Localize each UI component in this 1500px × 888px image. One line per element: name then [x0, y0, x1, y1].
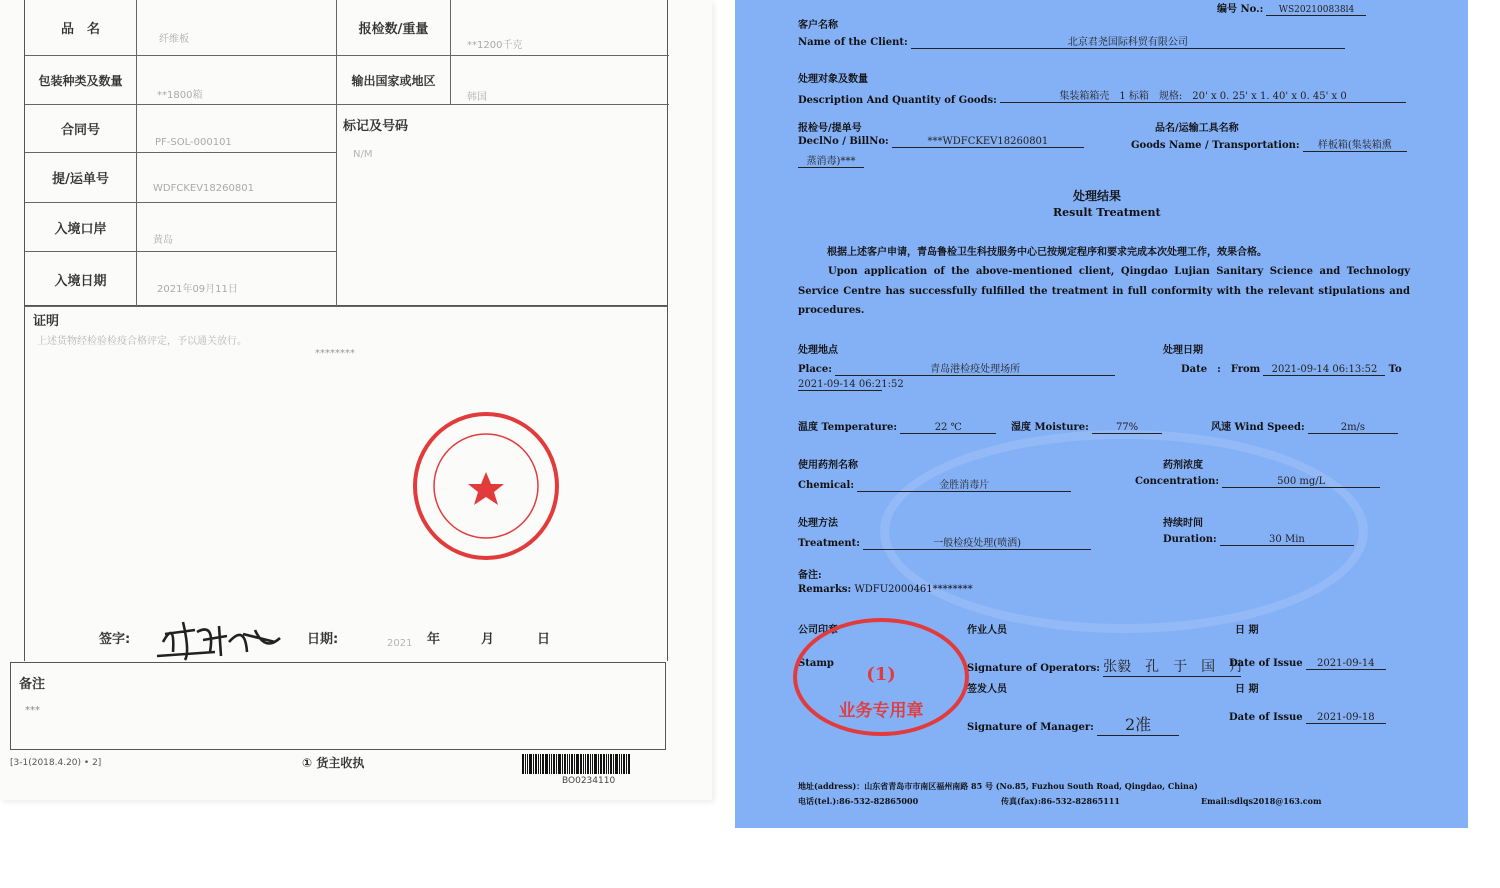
date-to-label: To — [1388, 364, 1402, 375]
date-from-label: Date : From — [1181, 364, 1261, 375]
goods-cn-label: 品名/运输工具名称 — [1155, 123, 1239, 134]
operators-en-label: Signature of Operators: — [967, 663, 1100, 674]
date-from-value: 2021-09-14 06:13:52 — [1263, 364, 1385, 376]
bill-label: 提/运单号 — [25, 153, 137, 203]
year-label: 年 — [427, 632, 441, 647]
contract-label: 合同号 — [25, 105, 137, 153]
temperature-label: 温度 Temperature: — [798, 422, 898, 433]
duration-cn-label: 持续时间 — [1163, 518, 1203, 529]
footer-email: Email:sdlqs2018@163.com — [1201, 796, 1322, 806]
desc-cn-label: 处理对象及数量 — [798, 74, 868, 85]
origin-value: 韩国 — [451, 56, 669, 105]
remarks-section — [10, 662, 666, 750]
cert-no-label: 编号 No.: — [1217, 4, 1264, 15]
duration-value: 30 Min — [1220, 534, 1354, 546]
result-paragraph-cn: 根据上述客户申请，青岛鲁检卫生科技服务中心已按规定程序和要求完成本次处理工作，效果合格。 — [827, 247, 1267, 258]
chemical-en-label: Chemical: — [798, 480, 855, 491]
decl-en-label: DeclNo / BillNo: — [798, 136, 889, 147]
contract-value: PF-SOL-000101 — [137, 105, 337, 153]
treatment-en-label: Treatment: — [798, 538, 860, 549]
date-cn-label: 处理日期 — [1163, 345, 1203, 356]
marks-value: N/M — [353, 149, 373, 160]
cert-stars: ******** — [315, 348, 355, 359]
goods-name-value: 纤维板 — [137, 0, 337, 56]
watermark — [880, 430, 1368, 633]
package-label: 包装种类及数量 — [25, 56, 137, 105]
stamp-en-label: Stamp — [798, 658, 834, 669]
decl-value: ***WDFCKEV18260801 — [892, 136, 1084, 148]
remarks-value: WDFU2000461******** — [854, 584, 973, 595]
entry-date-label: 入境日期 — [25, 252, 137, 306]
remarks-value: *** — [25, 705, 40, 716]
wind-value: 2m/s — [1308, 422, 1398, 434]
qty-weight-label: 报检数/重量 — [337, 0, 451, 56]
stamp-text: 业务专用章 — [838, 701, 924, 721]
package-value: **1800箱 — [137, 56, 337, 105]
decl-value-cont: 蒸消毒)*** — [798, 152, 864, 168]
stamp-number: (1) — [866, 664, 896, 685]
result-paragraph-en: Upon application of the above-mentioned client, Qingdao Lujian Sanitary Science and Technology Service Centre has successfully fulfilled the treatment in full conformity with the relevant stipulations and procedures. — [798, 266, 1410, 316]
desc-value: 集装箱箱壳 1 标箱 规格: 20' x 0. 25' x 1. 40' x 0. 45' x 0 — [1000, 87, 1406, 103]
operators-cn-label: 作业人员 — [967, 625, 1007, 636]
barcode-number: BO0234110 — [562, 776, 616, 786]
duration-en-label: Duration: — [1163, 534, 1217, 545]
manager-en-label: Signature of Manager: — [967, 722, 1094, 733]
manager-signature: 2准 — [1097, 712, 1179, 736]
entry-port-label: 入境口岸 — [25, 203, 137, 252]
marks-cell — [337, 105, 669, 306]
place-value: 青岛港检疫处理场所 — [835, 360, 1115, 376]
origin-label: 输出国家或地区 — [337, 56, 451, 105]
result-en-heading: Result Treatment — [1053, 206, 1161, 219]
footer-address: 地址(address)：山东省青岛市市南区福州南路 85 号 (No.85, Fuzhou South Road, Qingdao, China) — [798, 781, 1198, 791]
treatment-certificate-document — [735, 0, 1468, 828]
place-en-label: Place: — [798, 364, 832, 375]
issue-en-label-2: Date of Issue — [1229, 712, 1303, 723]
moisture-label: 湿度 Moisture: — [1011, 422, 1089, 433]
certification-section — [24, 306, 668, 661]
concentration-cn-label: 药剂浓度 — [1163, 460, 1203, 471]
cert-no-value: WS202100838l4 — [1266, 5, 1366, 16]
form-code: [3-1(2018.4.20) • 2] — [10, 758, 102, 768]
remarks-label: 备注 — [19, 677, 46, 692]
goods-name-label: 品 名 — [25, 0, 137, 56]
treatment-value: 一般检疫处理(喷洒) — [863, 534, 1091, 550]
temperature-value: 22 ℃ — [900, 422, 996, 434]
sign-date-label: 日期: — [307, 632, 339, 647]
chemical-value: 金胜消毒片 — [857, 476, 1071, 492]
copy-label: ① 货主收执 — [302, 756, 365, 770]
concentration-value: 500 mg/L — [1222, 476, 1380, 488]
treatment-cn-label: 处理方法 — [798, 518, 838, 529]
wind-label: 风速 Wind Speed: — [1211, 422, 1305, 433]
remarks-cn-label: 备注: — [798, 570, 822, 581]
operators-signature: 张毅 孔 于 国 丹 — [1103, 656, 1241, 677]
footer-fax: 传真(fax):86-532-82865111 — [1001, 796, 1120, 806]
issue-cn-label-1: 日 期 — [1235, 625, 1259, 636]
manager-cn-label: 签发人员 — [967, 684, 1007, 695]
result-cn-heading: 处理结果 — [1073, 189, 1122, 203]
moisture-value: 77% — [1092, 422, 1162, 434]
issue-en-label-1: Date of Issue — [1229, 658, 1303, 669]
cert-label: 证明 — [33, 314, 60, 329]
goods-en-label: Goods Name / Transportation: — [1131, 140, 1300, 151]
handwritten-signature — [155, 612, 290, 664]
company-stamp-label: 公司印章 — [798, 625, 838, 636]
desc-en-label: Description And Quantity of Goods: — [798, 95, 997, 106]
decl-cn-label: 报检号/提单号 — [798, 123, 862, 134]
cert-text: 上述货物经检验检疫合格评定，予以通关放行。 — [37, 336, 247, 347]
issue-date-1: 2021-09-14 — [1306, 658, 1386, 670]
remarks-en-label: Remarks: — [798, 584, 852, 595]
date-to-value: 2021-09-14 06:21:52 — [798, 379, 904, 390]
goods-info-table — [24, 0, 668, 306]
marks-label: 标记及号码 — [343, 119, 409, 134]
place-cn-label: 处理地点 — [798, 345, 838, 356]
client-value: 北京君尧国际科贸有限公司 — [911, 33, 1345, 49]
month-label: 月 — [481, 632, 495, 647]
concentration-en-label: Concentration: — [1135, 476, 1220, 487]
sign-year-value: 2021 — [387, 638, 413, 649]
issue-cn-label-2: 日 期 — [1235, 684, 1259, 695]
barcode — [522, 754, 664, 774]
bill-value: WDFCKEV18260801 — [137, 153, 337, 203]
entry-date-value: 2021年09月11日 — [137, 252, 337, 306]
signature-label: 签字: — [99, 632, 131, 647]
inspection-certificate-document — [0, 0, 712, 800]
client-cn-label: 客户名称 — [798, 20, 838, 31]
chemical-cn-label: 使用药剂名称 — [798, 460, 858, 471]
client-en-label: Name of the Client: — [798, 37, 908, 48]
footer-tel: 电话(tel.):86-532-82865000 — [798, 796, 919, 806]
entry-port-value: 黄岛 — [137, 203, 337, 252]
business-seal-stamp — [793, 618, 969, 736]
star-icon — [417, 416, 555, 556]
customs-seal-stamp — [413, 412, 559, 560]
issue-date-2: 2021-09-18 — [1306, 712, 1386, 724]
goods-value: 样板箱(集装箱熏 — [1303, 136, 1407, 152]
day-label: 日 — [537, 632, 551, 647]
qty-weight-value: **1200千克 — [451, 0, 669, 56]
